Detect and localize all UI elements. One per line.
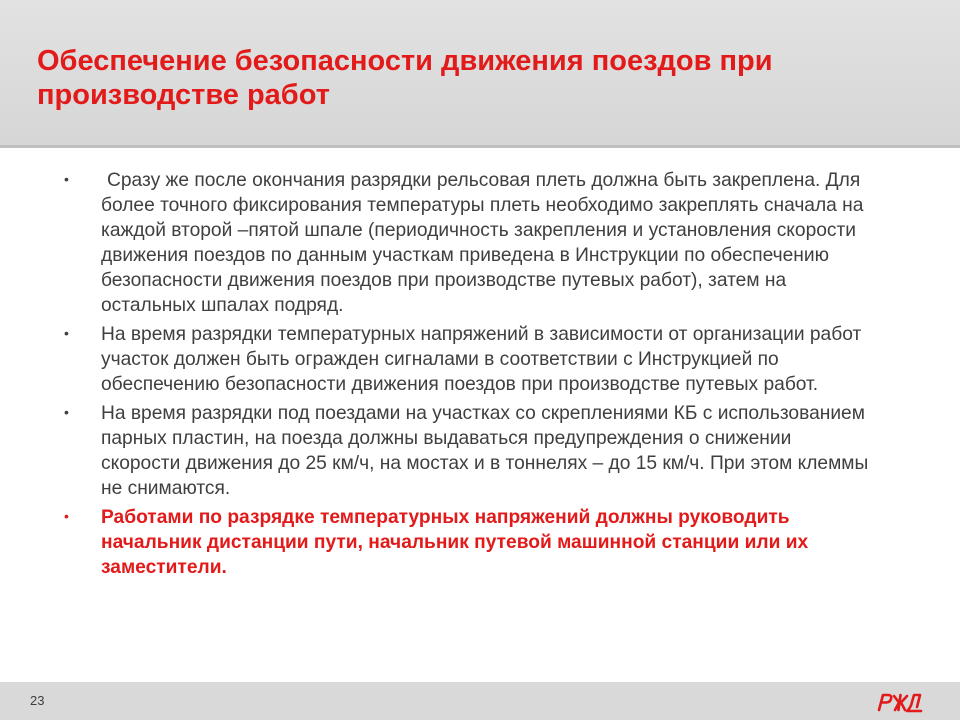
bullet-marker: • [64, 508, 69, 524]
bullet-item [0, 401, 960, 501]
bullet-marker: • [64, 171, 69, 187]
bullet-text-highlight: Работами по разрядке температурных напряжений должны руководить начальник дистанции пути, начальник путевой машинной станции или их заместители. [101, 507, 809, 578]
bullet-list [0, 168, 960, 584]
bullet-text: На время разрядки температурных напряжений в зависимости от организации работ участок должен быть огражден сигналами в соответствии с Инструкцией по обеспечению безопасности движения поездов при производстве путевых работ. [101, 324, 862, 395]
header-divider [0, 145, 960, 148]
slide-title: Обеспечение безопасности движения поездов при производстве работ [37, 45, 773, 111]
bullet-text: На время разрядки под поездами на участках со скреплениями КБ с использованием парных пластин, на поезда должны выдаваться предупреждения о снижении скорости движения до 25 км/ч, на мостах и в тоннелях – до 15 км/ч. При этом клеммы не снимаются. [101, 403, 869, 499]
bullet-marker: • [64, 404, 69, 420]
slide-footer [0, 682, 960, 720]
bullet-text: Сразу же после окончания разрядки рельсовая плеть должна быть закреплена. Для более точного фиксирования температуры плеть необходимо закреплять сначала на каждой второй –пятой шпале (периодичность закрепления и установления скорости движения поездов по данным участкам приведена в Инструкции по обеспечению безопасности движения поездов при производстве путевых работ), затем на остальных шпалах подряд. [101, 170, 864, 316]
page-number: 23 [30, 693, 45, 708]
bullet-marker: • [64, 325, 69, 341]
bullet-item-highlight [0, 505, 960, 580]
bullet-item [0, 322, 960, 397]
bullet-item [0, 168, 960, 318]
rzd-logo-icon [874, 690, 926, 714]
